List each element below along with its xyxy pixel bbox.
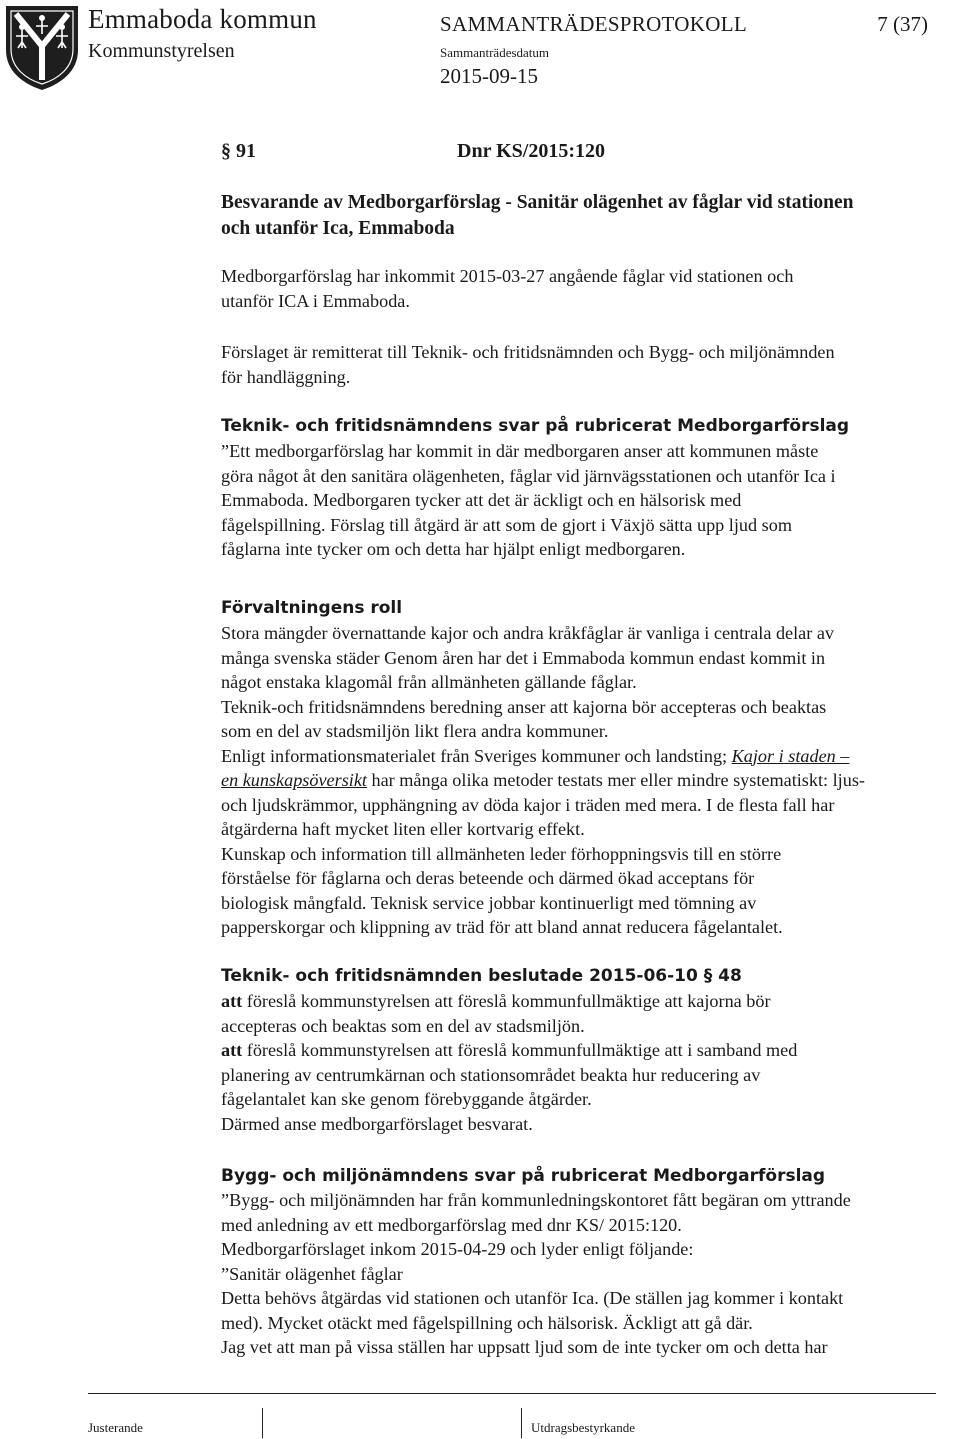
source-title: en kunskapsöversikt bbox=[221, 770, 367, 790]
municipal-coat-of-arms-icon bbox=[2, 2, 82, 92]
decision-text bbox=[221, 989, 941, 1136]
text-line: accepteras och beaktas som en del av stadsmiljön. bbox=[221, 1015, 585, 1036]
text-line: fågelantalet kan ske genom förebyggande åtgärder. bbox=[221, 1089, 592, 1109]
text-line: biologisk mångfald. Teknisk service jobbar kontinuerligt med tömning av bbox=[221, 892, 757, 913]
text-line: som en del av stadsmiljön likt flera andra kommuner. bbox=[221, 721, 609, 741]
document-type: SAMMANTRÄDESPROTOKOLL bbox=[440, 12, 747, 36]
decision-heading: Teknik- och fritidsnämnden beslutade 2015-06-10 § 48 bbox=[221, 966, 742, 986]
text-line: utanför ICA i Emmaboda. bbox=[221, 290, 410, 311]
page-number: 7 (37) bbox=[877, 12, 928, 36]
meeting-date-label: Sammanträdesdatum bbox=[440, 45, 550, 60]
teknik-response-text bbox=[221, 439, 941, 562]
text-line: ”Sanitär olägenhet fåglar bbox=[221, 1263, 403, 1284]
text-line: göra något åt den sanitära olägenheten, fåglar vid järnvägsstationen och utanför Ica i bbox=[221, 465, 836, 486]
source-title: Kajor i staden – bbox=[731, 745, 850, 766]
text-line bbox=[221, 1038, 941, 1063]
organization-name: Emmaboda kommun bbox=[88, 4, 317, 34]
section-title-line: Besvarande av Medborgarförslag - Sanitär olägenhet av fåglar vid stationen bbox=[221, 192, 854, 213]
text-line: med). Mycket otäckt med fågelspillning och hälsorisk. Äckligt att gå där. bbox=[221, 1312, 753, 1333]
text-line: papperskorgar och klippning av träd för att bland annat reducera fågelantalet. bbox=[221, 917, 783, 937]
text-line: fåglarna inte tycker om och detta har hjälpt enligt medborgaren. bbox=[221, 539, 686, 559]
decision-clause: föreslå kommunstyrelsen att föreslå kommunfullmäktige att kajorna bör bbox=[242, 991, 771, 1011]
text-line bbox=[221, 744, 941, 769]
bygg-response-text bbox=[221, 1188, 941, 1360]
signature-separator bbox=[262, 1408, 263, 1438]
text-line: fågelspillning. Förslag till åtgärd är att som de gjort i Växjö sätta upp ljud som bbox=[221, 514, 792, 535]
text-line: Medborgarförslag har inkommit 2015-03-27 angående fåglar vid stationen och bbox=[221, 266, 794, 286]
source-continuation: har många olika metoder testats mer eller mindre systematiskt: ljus- bbox=[366, 770, 865, 790]
section-title bbox=[221, 190, 853, 242]
footer-divider bbox=[88, 1393, 936, 1394]
text-line: många svenska städer Genom åren har det i Emmaboda kommun endast kommit in bbox=[221, 647, 826, 668]
text-line: för handläggning. bbox=[221, 366, 351, 387]
text-line: åtgärderna haft mycket liten eller kortvarig effekt. bbox=[221, 819, 585, 839]
organization-unit: Kommunstyrelsen bbox=[88, 40, 235, 62]
page-footer bbox=[0, 1390, 960, 1439]
text-line: med anledning av ett medborgarförslag med dnr KS/ 2015:120. bbox=[221, 1214, 682, 1235]
text-line: Förslaget är remitterat till Teknik- och fritidsnämnden och Bygg- och miljönämnden bbox=[221, 342, 835, 362]
bygg-response-heading: Bygg- och miljönämndens svar på rubricerat Medborgarförslag bbox=[221, 1166, 826, 1186]
diary-number: Dnr KS/2015:120 bbox=[457, 140, 605, 162]
administration-text bbox=[221, 621, 941, 940]
text-line: och ljudskrämmor, upphängning av döda kajor i träden med mera. I de flesta fall har bbox=[221, 794, 835, 815]
signature-separator bbox=[521, 1408, 522, 1438]
text-line: förståelse för fåglarna och deras beteende och därmed ökad acceptans för bbox=[221, 868, 755, 888]
text-line: Därmed anse medborgarförslaget besvarat. bbox=[221, 1113, 533, 1134]
text-line: ”Ett medborgarförslag har kommit in där medborgaren anser att kommunen måste bbox=[221, 441, 819, 461]
section-number: § 91 bbox=[221, 140, 256, 162]
source-intro: Enligt informationsmaterialet från Sveriges kommuner och landsting; bbox=[221, 745, 732, 766]
section-title-line: och utanför Ica, Emmaboda bbox=[221, 218, 455, 239]
text-line: Medborgarförslaget inkom 2015-04-29 och lyder enligt följande: bbox=[221, 1239, 694, 1259]
intro-paragraph bbox=[221, 264, 941, 313]
text-line bbox=[221, 989, 941, 1014]
adjuster-signature-label: Justerande bbox=[88, 1420, 143, 1435]
att-keyword: att bbox=[221, 991, 243, 1011]
text-line: planering av centrumkärnan och stationsområdet beakta hur reducering av bbox=[221, 1064, 761, 1085]
page-header bbox=[0, 0, 960, 96]
meeting-date: 2015-09-15 bbox=[440, 64, 538, 88]
text-line: Jag vet att man på vissa ställen har uppsatt ljud som de inte tycker om och detta har bbox=[221, 1337, 828, 1357]
text-line: ”Bygg- och miljönämnden har från kommunledningskontoret fått begäran om yttrande bbox=[221, 1190, 851, 1210]
text-line: Detta behövs åtgärdas vid stationen och utanför Ica. (De ställen jag kommer i kontakt bbox=[221, 1288, 844, 1308]
text-line: Kunskap och information till allmänheten leder förhoppningsvis till en större bbox=[221, 843, 782, 864]
text-line: något enstaka klagomål från allmänheten gällande fåglar. bbox=[221, 672, 637, 692]
text-line: Teknik-och fritidsnämndens beredning anser att kajorna bör accepteras och beaktas bbox=[221, 696, 827, 717]
administration-heading: Förvaltningens roll bbox=[221, 598, 403, 618]
text-line: Emmaboda. Medborgaren tycker att det är äckligt och en hälsorisk med bbox=[221, 490, 742, 510]
att-keyword: att bbox=[221, 1040, 243, 1060]
teknik-response-heading: Teknik- och fritidsnämndens svar på rubricerat Medborgarförslag bbox=[221, 416, 850, 436]
extract-certification-label: Utdragsbestyrkande bbox=[531, 1420, 635, 1435]
text-line: Stora mängder övernattande kajor och andra kråkfåglar är vanliga i centrala delar av bbox=[221, 623, 835, 643]
text-line bbox=[221, 768, 941, 793]
referral-paragraph bbox=[221, 340, 941, 389]
decision-clause: föreslå kommunstyrelsen att föreslå kommunfullmäktige att i samband med bbox=[242, 1040, 798, 1060]
